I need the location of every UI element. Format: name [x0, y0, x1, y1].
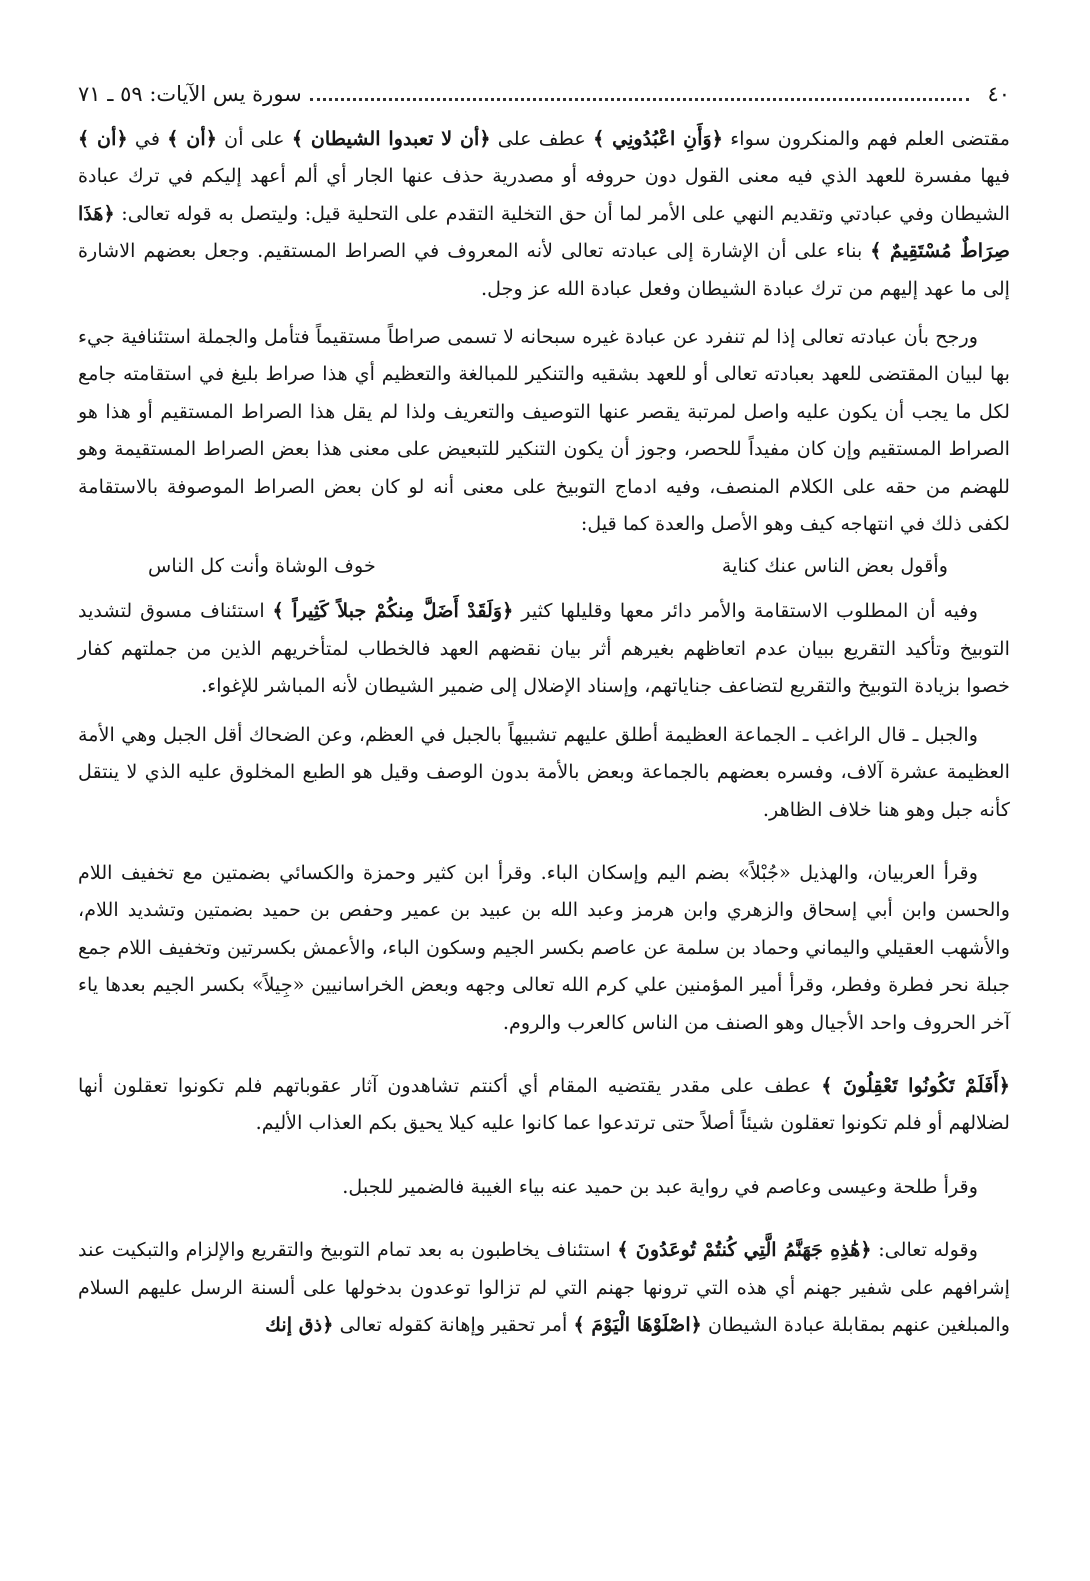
poetry-verse: [78, 547, 1010, 584]
quran-quote: ﴿أن ﴾: [78, 127, 128, 150]
text-run: بناء على أن الإشارة إلى عبادته تعالى لأنه المعروف في الصراط المستقيم. وجعل بعضهم الاشارة إلى ما عهد إليهم من ترك عبادة الشيطان وفعل عبادة الله عز وجل.: [78, 239, 1010, 300]
paragraph-4: والجبل ـ قال الراغب ـ الجماعة العظيمة أطلق عليهم تشبيهاً بالجبل في العظم، وعن الضحاك أقل الجبل وهي الأمة العظيمة عشرة آلاف، وفسره بعضهم بالجماعة وبعض بالأمة بدون الوصف وقيل هو الطبع المخلوق عليه الذي لا ينتقل كأنه جبل وهو هنا خلاف الظاهر.: [78, 722, 1010, 821]
paragraph-1: [78, 120, 1010, 307]
quran-quote: ﴿وَلَقَدْ أَضَلَّ مِنكُمْ جبلاً كَثِيراً ﴾: [272, 599, 514, 623]
text-run: وفيه أن المطلوب الاستقامة والأمر دائر معها وقليلها كثير: [513, 599, 978, 623]
quran-quote: ﴿هَذَا صِرَاطٌ مُسْتَقِيمٌ ﴾: [78, 201, 1010, 263]
paragraph-3: [78, 592, 1010, 704]
text-run: وقوله تعالى:: [871, 1238, 978, 1262]
text-run: مقتضى العلم فهم والمنكرون سواء: [723, 127, 1011, 150]
paragraph-6: [78, 1067, 1010, 1142]
text-run: استئناف يخاطبون به بعد تمام التوبيخ والتقريع والإلزام والتبكيت عند إشرافهم على شفير جهنم أي هذه التي ترونها جهنم التي لم تزالوا توعدون بدخولها على ألسنة الرسل عليهم السلام والمبلغين عنهم بمقابلة عبادة الشيطان: [78, 1238, 1010, 1336]
text-run: على أن: [216, 127, 292, 150]
text-run: عطف على: [490, 127, 594, 150]
page-number: ٤٠: [987, 82, 1010, 106]
quran-quote: ﴿ذق إنك: [265, 1312, 334, 1336]
paragraph-8: [78, 1231, 1010, 1343]
verse-hemistich-1: وأقول بعض الناس عنك كناية: [721, 554, 948, 578]
paragraph-2: ورجح بأن عبادته تعالى إذا لم تنفرد عن عبادة غيره سبحانه لا تسمى صراطاً مستقيماً فتأمل والجملة استئنافية جيء بها لبيان المقتضى للعهد بعبادته تعالى أو للعهد بشقيه والتنكير للمبالغة والتعظيم أي هذا صراط بليغ في استقامته جامع لكل ما يجب أن يكون عليه واصل لمرتبة يقصر عنها التوصيف والتعريف ولذا لم يقل هذا الصراط المستقيم أو هذا هو الصراط المستقيم وإن كان مفيداً للحصر، وجوز أن يكون التنكير للتبعيض على معنى هذا بعض الصراط المستقيمة وهو للهضم من حقه على الكلام المنصف، وفيه ادماج التوبيخ على معنى أنه لو كان بعض الصراط الموصوفة بالاستقامة لكفى ذلك في انتهاجه كيف وهو الأصل والعدة كما قيل:: [78, 325, 1010, 536]
text-run: فيها مفسرة للعهد الذي فيه معنى القول دون حروفه أو مصدرية حذف عنها الجار أي ألم أعهد إليكم في ترك عبادة الشيطان وفي عبادتي وتقديم النهي على الأمر لما أن حق التخلية التقدم على التحلية قيل: وليتصل به قوله تعالى:: [78, 164, 1010, 225]
header-dot-leader: [310, 98, 970, 101]
verse-hemistich-2: خوف الوشاة وأنت كل الناس: [148, 554, 376, 578]
quran-quote: ﴿أَفَلَمْ تَكُونُوا تَعْقِلُونَ ﴾: [821, 1073, 1010, 1097]
quran-quote: ﴿أن ﴾: [167, 127, 217, 150]
page-body: [78, 120, 1010, 1354]
quran-quote: ﴿اصْلَوْهَا الْيَوْمَ ﴾: [573, 1312, 702, 1336]
text-run: أمر تحقير وإهانة كقوله تعالى: [333, 1312, 574, 1336]
quran-quote: ﴿هَٰذِهِ جَهَنَّمُ الَّتِي كُنتُمْ تُوعَدُونَ ﴾: [617, 1238, 872, 1262]
running-header: [78, 74, 1010, 114]
book-page: [78, 0, 1010, 1581]
header-title: سورة يس الآيات: ٥٩ ـ ٧١: [78, 82, 302, 106]
quran-quote: ﴿وَأَنِ اعْبُدُونِي ﴾: [593, 127, 724, 150]
text-run: في: [127, 127, 168, 150]
paragraph-7: وقرأ طلحة وعيسى وعاصم في رواية عبد بن حميد عنه بياء الغيبة فالضمير للجبل.: [342, 1174, 978, 1198]
text-run: عطف على مقدر يقتضيه المقام أي أكنتم تشاهدون آثار عقوباتهم فلم تكونوا تعقلون أنها لضلالهم أو فلم تكونوا تعقلون شيئاً أصلاً حتى ترتدعوا عما كانوا عليه كيلا يحيق بكم العذاب الأليم.: [78, 1073, 1010, 1135]
paragraph-5: وقرأ العربيان، والهذيل «جُبْلاً» بضم اليم وإسكان الباء. وقرأ ابن كثير وحمزة والكسائي بضمتين مع تخفيف اللام والحسن وابن أبي إسحاق والزهري وابن هرمز وعبد الله بن عبيد بن عمير وحفص بن حميد بضمتين وتشديد اللام، والأشهب العقيلي واليماني وحماد بن سلمة عن عاصم بكسر الجيم وسكون الباء، والأعمش بكسرتين وتخفيف اللام جمع جبلة نحر فطرة وفطر، وقرأ أمير المؤمنين علي كرم الله تعالى وجهه وبعض الخراسانيين «جِيلاً» بكسر الجيم بعدها ياء آخر الحروف واحد الأجيال وهو الصنف من الناس كالعرب والروم.: [78, 860, 1010, 1034]
text-run: استئناف مسوق لتشديد التوبيخ وتأكيد التقريع ببيان عدم اتعاظهم بغيرهم أثر بيان نقضهم العهد فالخطاب لمتأخريهم الذين من جملتهم كفار خصوا بزيادة التوبيخ والتقريع لتضاعف جناياتهم، وإسناد الإضلال إلى ضمير الشيطان لأنه المباشر للإغواء.: [78, 599, 1010, 698]
quran-quote: ﴿أن لا تعبدوا الشيطان ﴾: [291, 127, 491, 150]
